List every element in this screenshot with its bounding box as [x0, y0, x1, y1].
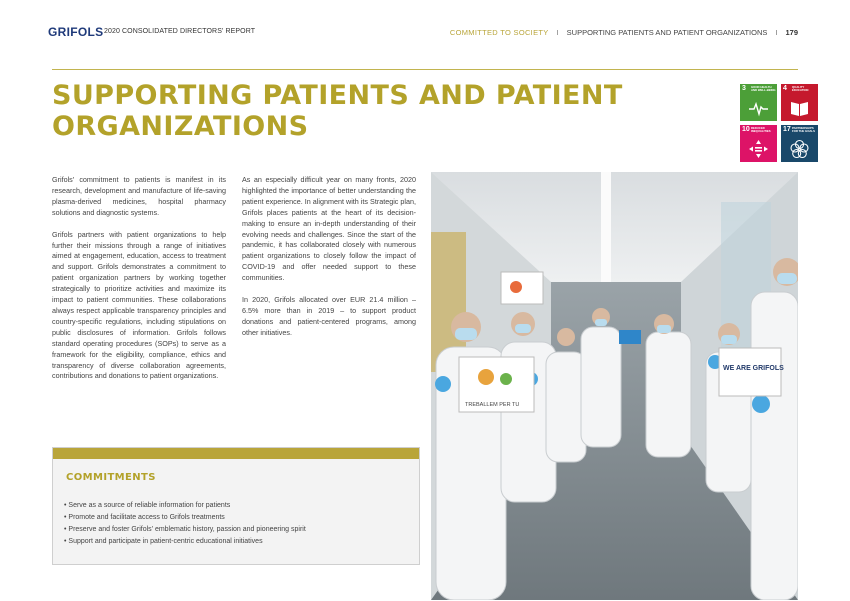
header-divider: [52, 69, 798, 70]
staff-photo: [431, 172, 798, 600]
commitments-title: COMMITMENTS: [66, 472, 156, 483]
equality-arrows-icon: [748, 139, 769, 159]
body-column-right: [242, 175, 416, 350]
subsection-label: SUPPORTING PATIENTS AND PATIENT ORGANIZATIONS: [566, 28, 768, 37]
report-title: 2020 CONSOLIDATED DIRECTORS' REPORT: [104, 28, 256, 35]
sdg-4-tile: [781, 84, 818, 121]
sdg-3-tile: [740, 84, 777, 121]
section-breadcrumb: [450, 28, 798, 37]
commitments-box: [52, 447, 420, 565]
paragraph: In 2020, Grifols allocated over EUR 21.4 million – 6.5% more than in 2019 – to support product donations and patient-centered programs, among other initiatives.: [242, 295, 416, 337]
flower-rings-icon: [789, 139, 810, 159]
staff-photo-illustration: [431, 172, 798, 600]
paragraph: Grifols partners with patient organizations to help further their missions through a range of initiatives aimed at engagement, education, access to treatment and support. Grifols demonstrates a commitment to patient organization partners by working together strategically to prioritize activities and maximize its impact to patient communities. These collaborations always respect applicable transparency principles and country-specific regulations, including stipulations on public disclosures of information. Grifols follows standard operating procedures (SOPs) to serve as a framework for the eligibility, compliance, ethics and transparency of diverse collaboration agreements, contributions and donations to patient organizations.: [52, 229, 226, 381]
list-item: • Promote and facilitate access to Grifols treatments: [64, 512, 306, 524]
list-item: • Preserve and foster Grifols' emblematic history, passion and pioneering spirit: [64, 524, 306, 536]
sdg-10-tile: [740, 125, 777, 162]
breadcrumb-separator: I: [556, 28, 559, 37]
page-number: 179: [785, 28, 798, 37]
heartbeat-icon: [748, 98, 769, 118]
sdg-17-tile: [781, 125, 818, 162]
list-item: • Support and participate in patient-centric educational initiatives: [64, 536, 306, 548]
sign-right-text: WE ARE GRIFOLS: [723, 365, 784, 372]
sdg-label: QUALITY EDUCATION: [792, 85, 809, 93]
paragraph: As an especially difficult year on many fronts, 2020 highlighted the importance of better understanding the patient experience. In alignment with its Strategic plan, Grifols places patients at the heart of its decision-making to ensure an in-depth understanding of their evolving needs and challenges. Since the start of the pandemic, it has collaborated closely with numerous patient organizations to closely follow the impact of COVID-19 and offer needed support to these communities.: [242, 175, 416, 283]
page-title: SUPPORTING PATIENTS AND PATIENT ORGANIZATIONS: [52, 80, 623, 142]
breadcrumb-separator: I: [775, 28, 778, 37]
sdg-icons: [740, 84, 818, 162]
commitments-list: [64, 500, 306, 548]
body-column-left: [52, 175, 226, 393]
list-item: • Serve as a source of reliable information for patients: [64, 500, 306, 512]
sign-left-text: TREBALLEM PER TU: [465, 402, 520, 408]
commitments-accent-bar: [53, 448, 419, 459]
sdg-number: 10: [742, 126, 750, 133]
sdg-number: 4: [783, 85, 787, 92]
sdg-label: GOOD HEALTH AND WELL-BEING: [751, 85, 776, 93]
book-icon: [789, 98, 810, 118]
section-label: COMMITTED TO SOCIETY: [449, 28, 549, 37]
paragraph: Grifols' commitment to patients is manifest in its research, development and manufacture of life-saving plasma-derived medicines, hospital pharmacy solutions and diagnostic systems.: [52, 175, 226, 217]
sdg-number: 17: [783, 126, 791, 133]
sdg-label: PARTNERSHIPS FOR THE GOALS: [792, 126, 815, 134]
sdg-number: 3: [742, 85, 746, 92]
sdg-label: REDUCED INEQUALITIES: [751, 126, 771, 134]
grifols-logo: GRIFOLS: [48, 25, 104, 39]
